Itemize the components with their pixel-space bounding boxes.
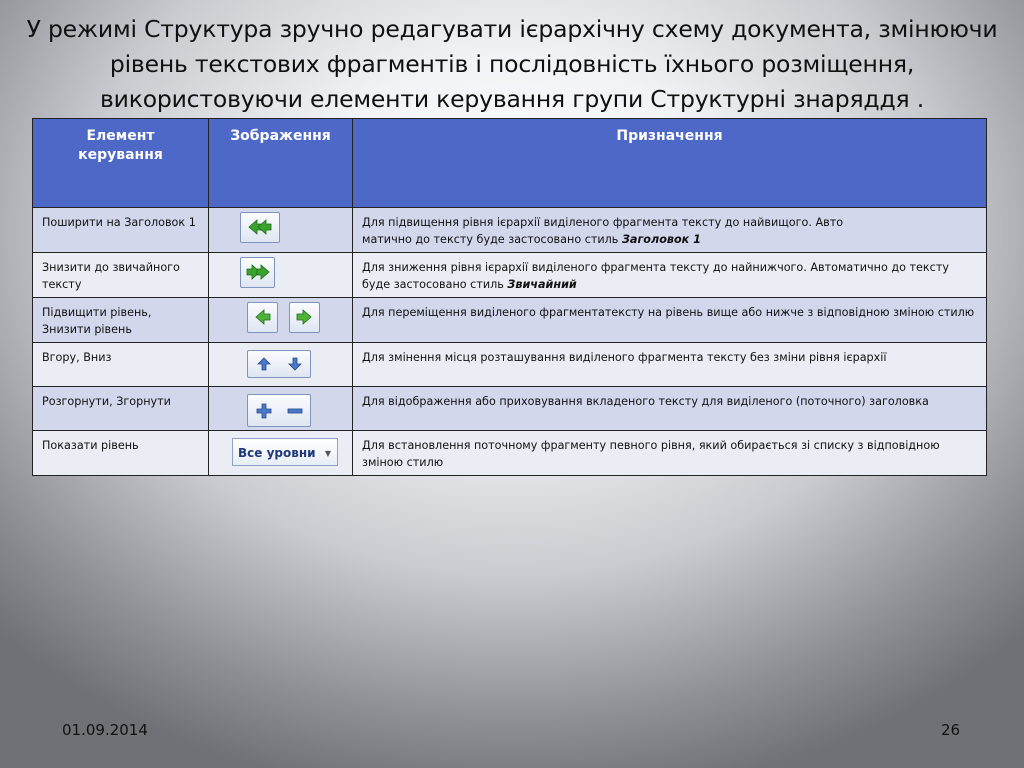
- header-image: Зображення: [209, 119, 353, 208]
- plus-icon: [256, 403, 272, 419]
- control-name: Знизити до звичайного тексту: [33, 253, 209, 298]
- title-line-1: У режимі Структура зручно редагувати ієрархічну схему документа, змінюючи: [26, 15, 998, 43]
- slide-date: 01.09.2014: [62, 721, 148, 739]
- table-row: [33, 387, 987, 431]
- control-name: Розгорнути, Згорнути: [33, 387, 209, 431]
- expand-button[interactable]: [248, 395, 279, 426]
- slide-title: [20, 12, 1004, 117]
- promote-button[interactable]: [247, 302, 278, 333]
- control-name: Вгору, Вниз: [33, 343, 209, 387]
- show-level-dropdown[interactable]: [232, 438, 338, 466]
- controls-table: [32, 118, 987, 476]
- chevron-down-icon: ▼: [324, 449, 331, 458]
- purpose-text: Для підвищення рівня ієрархії виділеного фрагмента тексту до найвищого. Авто матично до тексту буде застосовано стиль Заголовок 1: [353, 208, 987, 253]
- expand-collapse-group: [247, 394, 311, 427]
- control-name: Підвищити рівень, Знизити рівень: [33, 298, 209, 343]
- control-image-cell: [209, 431, 353, 476]
- promote-to-heading1-button[interactable]: [240, 212, 280, 243]
- control-image-cell: [209, 298, 353, 343]
- table-row: [33, 431, 987, 476]
- style-name: Заголовок 1: [621, 233, 701, 246]
- purpose-text: Для переміщення виділеного фрагментатексту на рівень вище або нижче з відповідною зміною стилю: [353, 298, 987, 343]
- show-level-value: Все уровни: [238, 446, 316, 460]
- control-image-cell: [209, 387, 353, 431]
- up-arrow-icon: [257, 356, 271, 372]
- table-row: [33, 298, 987, 343]
- table-header-row: [33, 119, 987, 208]
- purpose-text: Для зниження рівня ієрархії виділеного фрагмента тексту до найнижчого. Автоматично до тексту буде застосовано стиль Звичайний: [353, 253, 987, 298]
- header-purpose: Призначення: [353, 119, 987, 208]
- right-arrow-icon: [294, 303, 314, 332]
- demote-to-body-text-button[interactable]: [240, 257, 275, 288]
- move-down-button[interactable]: [279, 351, 310, 377]
- control-name: Поширити на Заголовок 1: [33, 208, 209, 253]
- left-arrow-icon: [253, 303, 273, 332]
- purpose-text: Для відображення або приховування вкладеного тексту для виділеного (поточного) заголовка: [353, 387, 987, 431]
- table-row: [33, 253, 987, 298]
- title-line-2: рівень текстових фрагментів і послідовність їхнього розміщення,: [109, 50, 915, 78]
- demote-button[interactable]: [289, 302, 320, 333]
- purpose-text: Для встановлення поточному фрагменту певного рівня, який обирається зі списку з відповідною зміною стилю: [353, 431, 987, 476]
- down-arrow-icon: [288, 356, 302, 372]
- purpose-text: Для змінення місця розташування виділеного фрагмента тексту без зміни рівня ієрархії: [353, 343, 987, 387]
- title-line-3: використовуючи елементи керування групи Структурні знаряддя .: [100, 85, 924, 113]
- move-up-button[interactable]: [248, 351, 279, 377]
- control-name: Показати рівень: [33, 431, 209, 476]
- style-name: Звичайний: [507, 278, 577, 291]
- double-right-arrow-icon: [245, 258, 271, 287]
- control-image-cell: [209, 208, 353, 253]
- double-left-arrow-icon: [247, 213, 273, 242]
- minus-icon: [287, 403, 303, 419]
- control-image-cell: [209, 343, 353, 387]
- table-row: [33, 208, 987, 253]
- header-control: Елемент керування: [33, 119, 209, 208]
- table-row: [33, 343, 987, 387]
- collapse-button[interactable]: [279, 395, 310, 426]
- slide-number: 26: [941, 721, 961, 739]
- control-image-cell: [209, 253, 353, 298]
- move-up-down-group: [247, 350, 311, 378]
